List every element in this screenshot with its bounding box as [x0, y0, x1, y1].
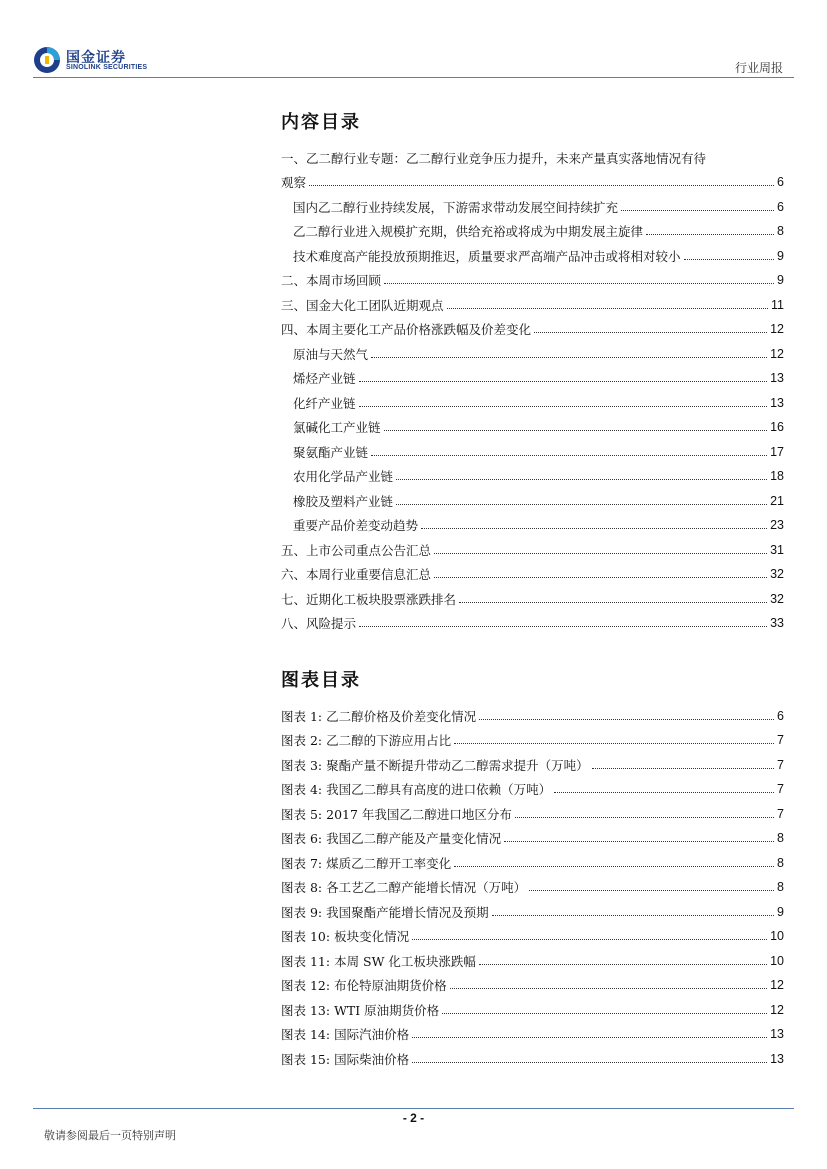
figure-entry-page: 7: [777, 733, 784, 747]
toc-entry[interactable]: [281, 435, 784, 460]
toc-entry-label: 化纤产业链: [293, 395, 356, 411]
figure-entry-label: 图表 11: 本周 SW 化工板块涨跌幅: [281, 953, 476, 969]
figure-entry-page: 13: [770, 1027, 784, 1041]
toc-entry-page: 9: [777, 248, 784, 263]
figure-entry[interactable]: [281, 944, 784, 969]
toc-entry-page: 6: [777, 199, 784, 214]
list-of-figures: [281, 699, 784, 1067]
toc-entry-page: 8: [777, 224, 784, 238]
figure-entry-label: 图表 1: 乙二醇价格及价差变化情况: [281, 708, 477, 724]
dot-leader: [371, 357, 767, 358]
brand-logo-icon: [33, 46, 61, 74]
figure-entry[interactable]: [281, 822, 784, 847]
toc-entry-page: 11: [771, 297, 784, 312]
toc-entry[interactable]: [281, 533, 784, 558]
toc-entry[interactable]: [281, 460, 784, 485]
dot-leader: [309, 185, 774, 186]
figure-entry[interactable]: [281, 895, 784, 920]
figure-entry[interactable]: [281, 748, 784, 773]
toc-entry-page: 33: [770, 616, 784, 630]
figure-entry-label: 图表 4: 我国乙二醇具有高度的进口依赖（万吨）: [281, 782, 552, 797]
figure-entry[interactable]: [281, 699, 784, 724]
dot-leader: [412, 1037, 767, 1038]
figure-entry-page: 13: [770, 1051, 784, 1066]
dot-leader: [384, 283, 774, 284]
toc-entry[interactable]: [281, 337, 784, 362]
toc-entry[interactable]: [281, 582, 784, 607]
dot-leader: [684, 259, 775, 260]
toc-entry-label: 原油与天然气: [293, 346, 369, 362]
toc-entry[interactable]: [281, 607, 784, 632]
header-divider: [33, 77, 794, 78]
toc-entry[interactable]: [281, 313, 784, 338]
toc-entry[interactable]: [281, 288, 784, 313]
figure-entry-label: 图表 13: WTI 原油期货价格: [281, 1002, 440, 1018]
toc-entry-label: 农用化学品产业链: [293, 469, 394, 484]
dot-leader: [384, 430, 768, 431]
toc-entry-page: 16: [770, 420, 784, 434]
toc-entry-page: 18: [770, 469, 784, 483]
figure-entry-label: 图表 15: 国际柴油价格: [281, 1051, 410, 1067]
toc-entry-label: 乙二醇行业进入规模扩充期，供给充裕或将成为中期发展主旋律: [293, 224, 644, 239]
toc-entry-label: 四、本周主要化工产品价格涨跌幅及价差变化: [281, 322, 532, 337]
figure-entry[interactable]: [281, 1042, 784, 1067]
dot-leader: [515, 817, 774, 818]
figure-entry-label: 图表 12: 布伦特原油期货价格: [281, 978, 447, 993]
figure-entry-page: 12: [770, 1002, 784, 1017]
figure-entry[interactable]: [281, 969, 784, 994]
dot-leader: [504, 841, 774, 842]
toc-entry-label: 观察: [281, 175, 307, 190]
toc-entry-page: 32: [770, 591, 784, 606]
toc-entry-page: 12: [770, 322, 784, 336]
dot-leader: [359, 626, 767, 627]
dot-leader: [434, 553, 767, 554]
dot-leader: [421, 528, 767, 529]
figure-entry-label: 图表 14: 国际汽油价格: [281, 1027, 410, 1042]
toc-entry-page: 12: [770, 346, 784, 361]
brand-name-en: SINOLINK SECURITIES: [66, 64, 148, 71]
toc-entry[interactable]: [281, 190, 784, 215]
figure-entry-label: 图表 2: 乙二醇的下游应用占比: [281, 733, 452, 748]
toc-entry-page: 23: [770, 518, 784, 532]
dot-leader: [454, 743, 774, 744]
dot-leader: [529, 890, 774, 891]
dot-leader: [447, 308, 769, 309]
dot-leader: [459, 602, 767, 603]
dot-leader: [396, 479, 767, 480]
dot-leader: [396, 504, 767, 505]
figure-entry-page: 10: [770, 953, 784, 968]
dot-leader: [454, 866, 774, 867]
figure-entry-page: 8: [777, 880, 784, 894]
dot-leader: [621, 210, 774, 211]
dot-leader: [442, 1013, 767, 1014]
toc-title: 内容目录: [281, 112, 361, 133]
dot-leader: [434, 577, 767, 578]
footer-disclaimer: 敬请参阅最后一页特别声明: [44, 1129, 176, 1142]
toc-entry-label: 橡胶及塑料产业链: [293, 493, 394, 509]
figure-entry-label: 图表 8: 各工艺乙二醇产能增长情况（万吨）: [281, 880, 527, 895]
figure-entry-label: 图表 3: 聚酯产量不断提升带动乙二醇需求提升（万吨）: [281, 757, 589, 773]
page-number: - 2 -: [402, 1111, 425, 1125]
toc-entry-page: 17: [770, 444, 784, 459]
toc-entry[interactable]: [281, 411, 784, 436]
toc-entry[interactable]: [281, 386, 784, 411]
dot-leader: [412, 939, 767, 940]
figure-entry-label: 图表 10: 板块变化情况: [281, 929, 410, 944]
figure-entry[interactable]: [281, 773, 784, 798]
toc-entry[interactable]: [281, 484, 784, 509]
brand-name-cn: 国金证券: [66, 50, 126, 66]
figure-entry[interactable]: [281, 724, 784, 749]
toc-entry-label: 氯碱化工产业链: [293, 420, 381, 435]
toc-entry-label: 三、国金大化工团队近期观点: [281, 297, 444, 313]
dot-leader: [371, 455, 767, 456]
toc-entry-page: 13: [770, 395, 784, 410]
toc-entry-label: 二、本周市场回顾: [281, 273, 382, 288]
toc-entry-page: 31: [770, 542, 784, 557]
report-type: 行业周报: [734, 61, 783, 75]
toc-entry-label: 重要产品价差变动趋势: [293, 518, 419, 533]
figure-entry-page: 12: [770, 978, 784, 992]
figure-entry-label: 图表 5: 2017 年我国乙二醇进口地区分布: [281, 806, 512, 822]
figure-entry-label: 图表 7: 煤质乙二醇开工率变化: [281, 855, 452, 871]
toc-entry[interactable]: [281, 166, 784, 191]
toc-entry-label: 烯烃产业链: [293, 371, 356, 386]
toc-entry-label: 六、本周行业重要信息汇总: [281, 567, 432, 582]
dot-leader: [450, 988, 768, 989]
toc-entry-label: 五、上市公司重点公告汇总: [281, 542, 432, 558]
dot-leader: [554, 792, 774, 793]
toc-entry[interactable]: [281, 362, 784, 387]
dot-leader: [534, 332, 767, 333]
toc-entry-page: 13: [770, 371, 784, 385]
page-header: [0, 0, 827, 80]
toc-entry-label: 技术难度高产能投放预期推迟，质量要求严高端产品冲击或将相对较小: [293, 248, 681, 264]
toc-entry[interactable]: [281, 509, 784, 534]
toc-entry-page: 21: [770, 493, 784, 508]
dot-leader: [412, 1062, 767, 1063]
figure-entry[interactable]: [281, 993, 784, 1018]
figure-entry-page: 8: [777, 855, 784, 870]
toc-entry-label: 国内乙二醇行业持续发展，下游需求带动发展空间持续扩充: [293, 199, 619, 215]
figure-entry-page: 6: [777, 708, 784, 723]
toc-entry[interactable]: [281, 264, 784, 289]
dot-leader: [492, 915, 774, 916]
footer-divider: [33, 1108, 794, 1109]
dot-leader: [359, 406, 768, 407]
toc-entry-page: 32: [770, 567, 784, 581]
dot-leader: [592, 768, 774, 769]
figure-entry-page: 9: [777, 904, 784, 919]
toc-entry-page: 9: [777, 273, 784, 287]
toc-entry-label: 八、风险提示: [281, 616, 357, 631]
table-of-contents: [281, 141, 784, 631]
dot-leader: [359, 381, 768, 382]
figure-entry-page: 7: [777, 782, 784, 796]
toc-entry-label: 七、近期化工板块股票涨跌排名: [281, 591, 457, 607]
toc-entry[interactable]: [281, 239, 784, 264]
figure-entry[interactable]: [281, 871, 784, 896]
figures-title: 图表目录: [281, 670, 361, 691]
dot-leader: [646, 234, 774, 235]
figure-entry-page: 10: [770, 929, 784, 943]
toc-entry[interactable]: [281, 558, 784, 583]
figure-entry-page: 8: [777, 831, 784, 845]
brand-logo: [33, 46, 163, 76]
toc-entry-label: 聚氨酯产业链: [293, 444, 369, 460]
figure-entry[interactable]: [281, 920, 784, 945]
figure-entry[interactable]: [281, 846, 784, 871]
dot-leader: [479, 719, 774, 720]
toc-entry[interactable]: [281, 215, 784, 240]
figure-entry-page: 7: [777, 806, 784, 821]
toc-entry-first-line[interactable]: 一、乙二醇行业专题：乙二醇行业竞争压力提升，未来产量真实落地情况有待: [281, 150, 707, 166]
toc-entry-page: 6: [777, 175, 784, 189]
figure-entry-label: 图表 9: 我国聚酯产能增长情况及预期: [281, 904, 489, 920]
dot-leader: [479, 964, 767, 965]
figure-entry[interactable]: [281, 1018, 784, 1043]
figure-entry-label: 图表 6: 我国乙二醇产能及产量变化情况: [281, 831, 502, 846]
figure-entry[interactable]: [281, 797, 784, 822]
figure-entry-page: 7: [777, 757, 784, 772]
